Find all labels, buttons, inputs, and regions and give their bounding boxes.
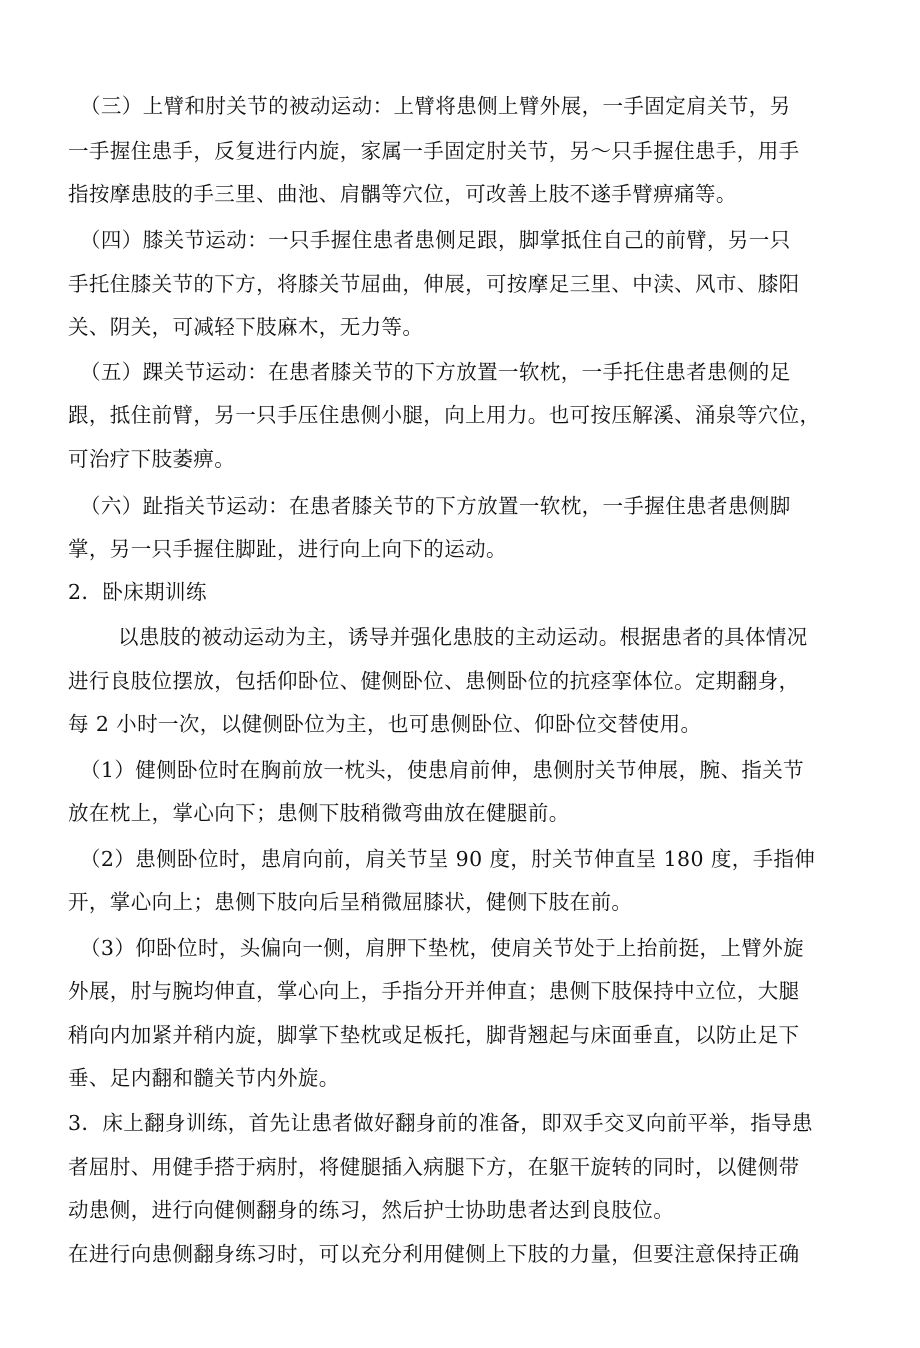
text-line: 关、阴关，可减轻下肢麻木，无力等。 — [68, 315, 424, 339]
text-line: 开，掌心向上；患侧下肢向后呈稍微屈膝状，健侧下肢在前。 — [68, 890, 633, 914]
section-heading-text: 2．卧床期训练 — [68, 580, 207, 604]
text-line: 手托住膝关节的下方，将膝关节屈曲，伸展，可按摩足三里、中渎、风市、膝阳 — [68, 272, 800, 296]
text-line: （三）上臂和肘关节的被动运动：上臂将患侧上臂外展，一手固定肩关节，另 — [80, 94, 791, 118]
text-line: 者屈肘、用健手搭于病肘，将健腿插入病腿下方，在躯干旋转的同时，以健侧带 — [68, 1155, 800, 1179]
text-line: 垂、足内翻和髓关节内外旋。 — [68, 1066, 340, 1090]
text-line: （2）患侧卧位时，患肩向前，肩关节呈 90 度，肘关节伸直呈 180 度，手指伸 — [80, 847, 816, 871]
text-line: 跟，抵住前臂，另一只手压住患侧小腿，向上用力。也可按压解溪、涌泉等穴位， — [68, 403, 821, 427]
text-line: 外展，肘与腕均伸直，掌心向上，手指分开并伸直；患侧下肢保持中立位，大腿 — [68, 979, 800, 1003]
text-line: 稍向内加紧并稍内旋，脚掌下垫枕或足板托，脚背翘起与床面垂直，以防止足下 — [68, 1023, 800, 1047]
text-line: 动患侧，进行向健侧翻身的练习，然后护士协助患者达到良肢位。 — [68, 1198, 675, 1222]
text-line: 放在枕上，掌心向下；患侧下肢稍微弯曲放在健腿前。 — [68, 801, 570, 825]
text-line: 掌，另一只手握住脚趾，进行向上向下的运动。 — [68, 537, 507, 561]
text-line: （1）健侧卧位时在胸前放一枕头，使患肩前伸，患侧肘关节伸展，腕、指关节 — [80, 758, 805, 782]
text-line: （四）膝关节运动：一只手握住患者患侧足跟，脚掌抵住自己的前臂，另一只 — [80, 228, 791, 252]
text-line: 进行良肢位摆放，包括仰卧位、健侧卧位、患侧卧位的抗痉挛体位。定期翻身， — [68, 669, 800, 693]
text-line: 3．床上翻身训练，首先让患者做好翻身前的准备，即双手交叉向前平举，指导患 — [68, 1111, 813, 1135]
text-line: （六）趾指关节运动：在患者膝关节的下方放置一软枕，一手握住患者患侧脚 — [80, 494, 791, 518]
text-line: 在进行向患侧翻身练习时，可以充分利用健侧上下肢的力量，但要注意保持正确 — [68, 1242, 800, 1266]
text-line: 每 2 小时一次，以健侧卧位为主，也可患侧卧位、仰卧位交替使用。 — [68, 712, 702, 736]
text-line: 可治疗下肢萎痹。 — [68, 447, 236, 471]
text-line: （3）仰卧位时，头偏向一侧，肩胛下垫枕，使肩关节处于上抬前挺，上臂外旋 — [80, 936, 805, 960]
text-line: 一手握住患手，反复进行内旋，家属一手固定肘关节，另～只手握住患手，用手 — [68, 139, 800, 163]
text-line: 以患肢的被动运动为主，诱导并强化患肢的主动运动。根据患者的具体情况 — [118, 625, 808, 649]
text-line: （五）踝关节运动：在患者膝关节的下方放置一软枕，一手托住患者患侧的足 — [80, 360, 791, 384]
text-line: 指按摩患肢的手三里、曲池、肩髃等穴位，可改善上肢不遂手臂痹痛等。 — [68, 182, 737, 206]
